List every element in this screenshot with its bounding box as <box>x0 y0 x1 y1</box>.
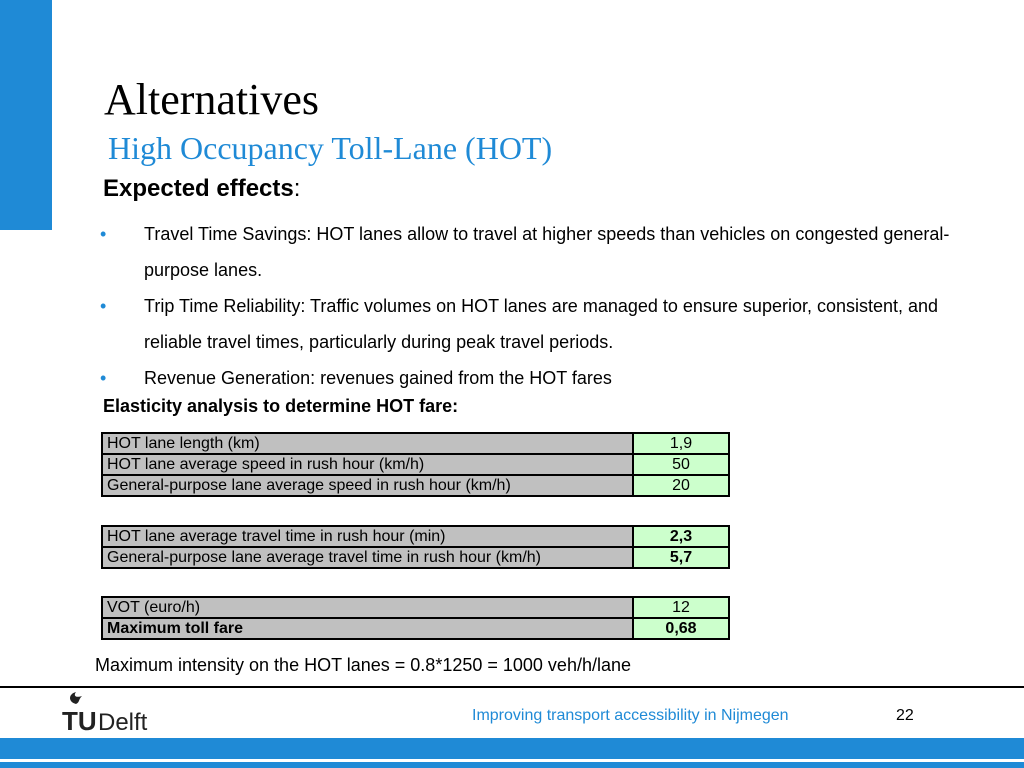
table-row <box>102 433 729 454</box>
left-accent-bar <box>0 0 52 230</box>
intensity-note: Maximum intensity on the HOT lanes = 0.8*1250 = 1000 veh/h/lane <box>95 655 631 675</box>
table-cell-label: VOT (euro/h) <box>102 597 633 618</box>
table-row <box>102 526 729 547</box>
bullet-icon: • <box>100 224 107 244</box>
table-cell-value: 2,3 <box>633 526 729 547</box>
table-cell-label: General-purpose lane average speed in rush hour (km/h) <box>102 475 633 496</box>
heading-suffix: : <box>293 175 301 202</box>
table-row <box>102 454 729 475</box>
heading-bold: Expected effects <box>103 175 294 202</box>
footer-divider <box>0 686 1024 688</box>
list-item-text: Trip Time Reliability: Traffic volumes on HOT lanes are managed to ensure superior, consistent, and reliable travel times, particularly during peak travel periods. <box>144 296 939 352</box>
table-cell-label: HOT lane average travel time in rush hour (min) <box>102 526 633 547</box>
list-item-text: Travel Time Savings: HOT lanes allow to travel at higher speeds than vehicles on congested general-purpose lanes. <box>144 224 950 280</box>
table-cell-value: 50 <box>633 454 729 475</box>
footer-caption: Improving transport accessibility in Nijmegen <box>472 707 789 724</box>
list-item <box>98 360 978 396</box>
elasticity-heading: Elasticity analysis to determine HOT fare: <box>103 396 459 416</box>
table-row <box>102 618 729 639</box>
list-item <box>98 216 978 288</box>
table-cell-value: 20 <box>633 475 729 496</box>
table-road-parameters <box>101 432 730 497</box>
footer-accent-stripe <box>0 762 1024 768</box>
table-cell-label: Maximum toll fare <box>102 618 633 639</box>
table-travel-times <box>101 525 730 569</box>
page-number: 22 <box>896 707 914 724</box>
footer-accent-bar <box>0 738 1024 759</box>
expected-effects-heading <box>103 175 300 204</box>
table-row <box>102 547 729 568</box>
table-cell-value: 12 <box>633 597 729 618</box>
table-cell-value: 1,9 <box>633 433 729 454</box>
table-row <box>102 597 729 618</box>
list-item <box>98 288 978 360</box>
table-cell-label: HOT lane length (km) <box>102 433 633 454</box>
slide-title: Alternatives <box>104 75 320 124</box>
effects-list <box>98 216 978 396</box>
bullet-icon: • <box>100 368 107 388</box>
table-toll-fare <box>101 596 730 640</box>
flame-icon <box>70 692 82 704</box>
table-cell-value: 5,7 <box>633 547 729 568</box>
table-cell-label: General-purpose lane average travel time in rush hour (km/h) <box>102 547 633 568</box>
bullet-icon: • <box>100 296 107 316</box>
list-item-text: Revenue Generation: revenues gained from the HOT fares <box>144 368 612 388</box>
logo-delft-text: Delft <box>98 709 148 736</box>
table-cell-value: 0,68 <box>633 618 729 639</box>
table-cell-label: HOT lane average speed in rush hour (km/h) <box>102 454 633 475</box>
tu-delft-logo <box>62 692 172 736</box>
logo-tu-text: TU <box>62 706 97 736</box>
slide-subtitle: High Occupancy Toll-Lane (HOT) <box>108 130 553 166</box>
table-row <box>102 475 729 496</box>
